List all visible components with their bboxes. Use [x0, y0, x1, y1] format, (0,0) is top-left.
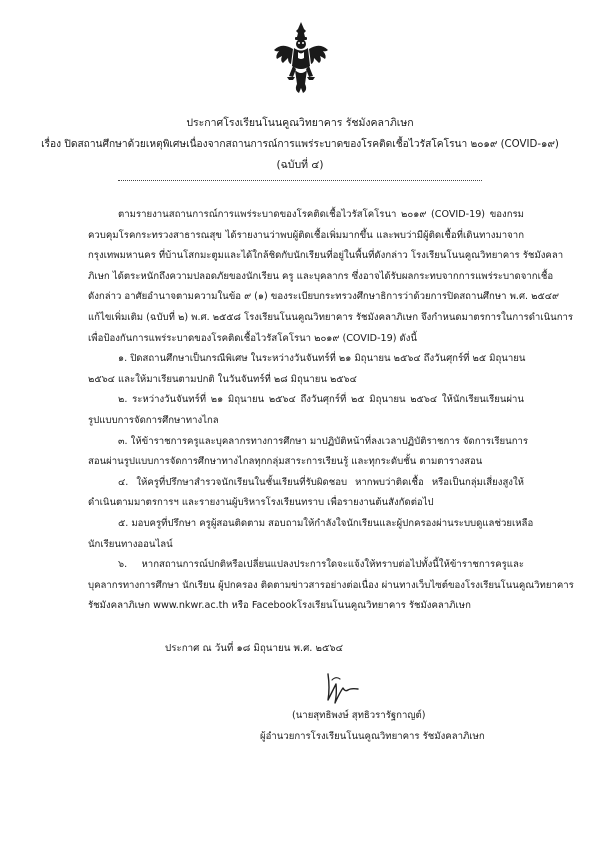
- measure-item-2: ๒. ระหว่างวันจันทร์ที่ ๒๑ มิถุนายน ๒๕๖๔ ถึงวันศุกร์ที่ ๒๕ มิถุนายน ๒๕๖๔ ให้นักเรียนเรียนผ่าน: [118, 394, 524, 406]
- signer-name: (นายสุทธิพงษ์ สุทธิวรารัฐกาญต์): [292, 710, 426, 721]
- measure-item-4: ๔. ให้ครูที่ปรึกษาสำรวจนักเรียนในชั้นเรียนที่รับผิดชอบ หากพบว่าติดเชื้อ หรือเป็นกลุ่มเสี่ยงสูงให้: [118, 476, 524, 488]
- garuda-emblem-icon: [272, 22, 330, 94]
- measure-item-5-continued: นักเรียนทางออนไลน์: [88, 538, 173, 550]
- intro-line: ตามรายงานสถานการณ์การแพร่ระบาดของโรคติดเชื้อไวรัสโคโรนา ๒๐๑๙ (COVID-19) ของกรม: [118, 209, 524, 220]
- measure-item-3: ๓. ให้ข้าราชการครูและบุคลากรทางการศึกษา มาปฏิบัติหน้าที่ลงเวลาปฏิบัติราชการ จัดการเรียนการ: [118, 435, 529, 447]
- intro-line: แก้ไขเพิ่มเติม (ฉบับที่ ๒) พ.ศ. ๒๕๕๘ โรงเรียนโนนคูณวิทยาคาร รัชมังคลาภิเษก จึงกำหนดมาตรการในการดำเนินการ: [88, 311, 574, 323]
- announcement-subject: เรื่อง ปิดสถานศึกษาด้วยเหตุพิเศษเนื่องจากสถานการณ์การแพร่ระบาดของโรคติดเชื้อไวรัสโคโรนา ๒๐๑๙ (COVID-๑๙): [41, 139, 559, 150]
- measure-item-3-continued: สอนผ่านรูปแบบการจัดการศึกษาทางไกลทุกกลุ่มสาระการเรียนรู้ และทุกระดับชั้น ตามตารางสอน: [88, 456, 483, 468]
- measure-item-5: ๕. มอบครูที่ปรึกษา ครูผู้สอนติดตาม สอบถามให้กำลังใจนักเรียนและผู้ปกครองผ่านระบบดูแลช่วยเหลือ: [118, 517, 534, 529]
- intro-line: กรุงเทพมหานคร ที่บ้านโสกมะตูมและได้ใกล้ชิดกับนักเรียนที่อยู่ในพื้นที่ดังกล่าว โรงเรียนโนนคูณวิทยาคาร รัชมังคลา: [88, 250, 564, 262]
- signer-position: ผู้อำนวยการโรงเรียนโนนคูณวิทยาคาร รัชมังคลาภิเษก: [260, 731, 485, 742]
- announcement-date: ประกาศ ณ วันที่ ๑๘ มิถุนายน พ.ศ. ๒๕๖๔: [165, 643, 344, 654]
- handwritten-signature-icon: [318, 670, 364, 708]
- measure-item-1: ๑. ปิดสถานศึกษาเป็นกรณีพิเศษ ในระหว่างวันจันทร์ที่ ๒๑ มิถุนายน ๒๕๖๔ ถึงวันศุกร์ที่ ๒๕ มิถุนายน: [118, 353, 526, 365]
- intro-line: ภิเษก ได้ตระหนักถึงความปลอดภัยของนักเรียน ครู และบุคลากร ซึ่งอาจได้รับผลกระทบจากการแพร่ระบาดจากเชื้อ: [88, 270, 554, 282]
- measure-item-6-website: รัชมังคลาภิเษก www.nkwr.ac.th หรือ Facebookโรงเรียนโนนคูณวิทยาคาร รัชมังคลาภิเษก: [88, 600, 471, 612]
- dotted-divider: [118, 180, 482, 181]
- measure-item-4-continued: ดำเนินตามมาตรการฯ และรายงานผู้บริหารโรงเรียนทราบ เพื่อรายงานต้นสังกัดต่อไป: [88, 497, 434, 509]
- intro-line: ควบคุมโรคกระทรวงสาธารณสุข ได้รายงานว่าพบผู้ติดเชื้อเพิ่มมากขึ้น และพบว่ามีผู้ติดเชื้อที่เดินทางมาจาก: [88, 229, 524, 241]
- announcement-title: ประกาศโรงเรียนโนนคูณวิทยาคาร รัชมังคลาภิเษก: [186, 117, 414, 129]
- intro-line: เพื่อป้องกันการแพร่ระบาดของโรคติดเชื้อไวรัสโคโรนา ๒๐๑๙ (COVID-19) ดังนี้: [88, 332, 418, 344]
- measure-item-6: ๖. หากสถานการณ์ปกติหรือเปลี่ยนแปลงประการใดจะแจ้งให้ทราบต่อไปทั้งนี้ให้ข้าราชการครูและ: [118, 559, 524, 571]
- measure-item-2-continued: รูปแบบการจัดการศึกษาทางไกล: [88, 414, 219, 426]
- measure-item-6-continued: บุคลากรทางการศึกษา นักเรียน ผู้ปกครอง ติดตามข่าวสารอย่างต่อเนื่อง ผ่านทางเว็บไซต์ของโรงเรียนโนนคูณวิทยาคาร: [88, 579, 574, 591]
- measure-item-1-continued: ๒๕๖๔ และให้มาเรียนตามปกติ ในวันจันทร์ที่ ๒๘ มิถุนายน ๒๕๖๔: [88, 373, 357, 385]
- issue-number: (ฉบับที่ ๔): [276, 159, 324, 171]
- announcement-body: [88, 205, 574, 617]
- intro-line: ดังกล่าว อาศัยอำนาจตามความในข้อ ๙ (๑) ของระเบียบกระทรวงศึกษาธิการว่าด้วยการปิดสถานศึกษา พ.ศ. ๒๕๔๙: [88, 291, 560, 303]
